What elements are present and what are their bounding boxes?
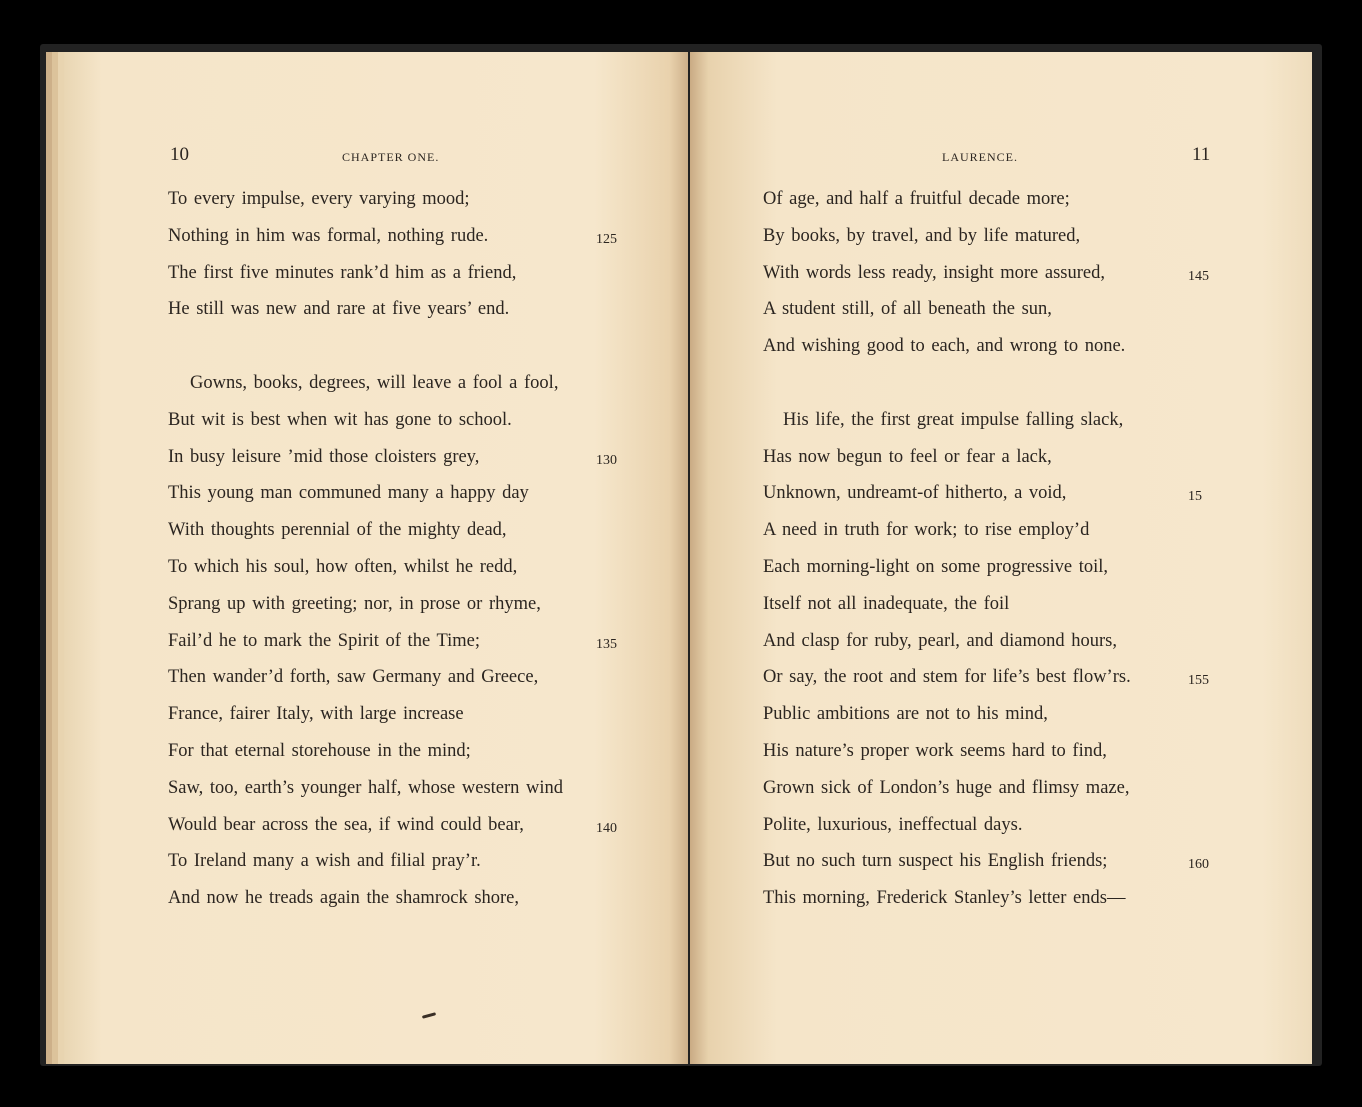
left-page xyxy=(64,52,688,1064)
verse-line: A need in truth for work; to rise employ’d xyxy=(763,520,1090,541)
verse-line: But no such turn suspect his English friends; xyxy=(763,851,1108,872)
verse-line: Has now begun to feel or fear a lack, xyxy=(763,446,1052,467)
verse-line: For that eternal storehouse in the mind; xyxy=(168,741,471,761)
verse-line: To which his soul, how often, whilst he redd, xyxy=(168,557,518,577)
verse-line: With thoughts perennial of the mighty dead, xyxy=(168,520,507,541)
right-page-header xyxy=(690,144,1312,174)
verse-line: Unknown, undreamt-of hitherto, a void, xyxy=(763,483,1067,504)
verse-line: His life, the first great impulse falling slack, xyxy=(783,409,1124,430)
verse-line: Each morning-light on some progressive toil, xyxy=(763,557,1108,577)
line-number: 155 xyxy=(1188,673,1209,689)
verse-line: Would bear across the sea, if wind could bear, xyxy=(168,814,524,835)
verse-line: But wit is best when wit has gone to school. xyxy=(168,409,512,430)
page-number: 10 xyxy=(170,144,189,165)
verse-line: The first five minutes rank’d him as a friend, xyxy=(168,262,517,283)
verse-line: To Ireland many a wish and filial pray’r. xyxy=(168,851,481,872)
right-page xyxy=(690,52,1312,1064)
line-number: 160 xyxy=(1188,857,1209,873)
verse-line: He still was new and rare at five years’ end. xyxy=(168,299,510,320)
verse-line: To every impulse, every varying mood; xyxy=(168,189,470,209)
verse-line: This morning, Frederick Stanley’s letter ends— xyxy=(763,888,1126,909)
line-number: 140 xyxy=(596,820,617,836)
line-number: 145 xyxy=(1188,268,1209,284)
verse-line: Polite, luxurious, ineffectual days. xyxy=(763,814,1023,835)
verse-line: And clasp for ruby, pearl, and diamond hours, xyxy=(763,630,1117,651)
line-number: 15 xyxy=(1188,489,1202,505)
verse-line: Public ambitions are not to his mind, xyxy=(763,704,1048,725)
verse-line: Or say, the root and stem for life’s best flow’rs. xyxy=(763,667,1131,688)
verse-line: Fail’d he to mark the Spirit of the Time; xyxy=(168,630,480,651)
verse-line: In busy leisure ’mid those cloisters grey, xyxy=(168,446,480,467)
line-number: 130 xyxy=(596,452,617,468)
verse-line: A student still, of all beneath the sun, xyxy=(763,299,1052,320)
line-number: 125 xyxy=(596,231,617,247)
verse-line: Gowns, books, degrees, will leave a fool a fool, xyxy=(190,373,559,393)
running-head: LAURENCE. xyxy=(942,150,1018,164)
verse-line: Of age, and half a fruitful decade more; xyxy=(763,189,1070,209)
ink-mark xyxy=(422,1012,436,1019)
verse-line: Saw, too, earth’s younger half, whose western wind xyxy=(168,777,564,798)
verse-line: His nature’s proper work seems hard to find, xyxy=(763,741,1107,761)
verse-line: By books, by travel, and by life matured, xyxy=(763,225,1081,246)
line-number: 135 xyxy=(596,636,617,652)
verse-line: France, fairer Italy, with large increase xyxy=(168,704,464,725)
running-head: CHAPTER ONE. xyxy=(342,150,440,164)
verse-line: Then wander’d forth, saw Germany and Greece, xyxy=(168,667,539,688)
page-number: 11 xyxy=(1192,144,1211,165)
left-page-header xyxy=(64,144,688,174)
verse-line: And now he treads again the shamrock shore, xyxy=(168,888,520,909)
verse-line: And wishing good to each, and wrong to none. xyxy=(763,336,1126,357)
verse-line: Nothing in him was formal, nothing rude. xyxy=(168,225,489,246)
verse-line: Itself not all inadequate, the foil xyxy=(763,593,1010,614)
verse-line: Sprang up with greeting; nor, in prose or rhyme, xyxy=(168,593,541,614)
verse-line: Grown sick of London’s huge and flimsy maze, xyxy=(763,777,1130,798)
verse-line: With words less ready, insight more assured, xyxy=(763,262,1105,283)
verse-line: This young man communed many a happy day xyxy=(168,483,529,504)
